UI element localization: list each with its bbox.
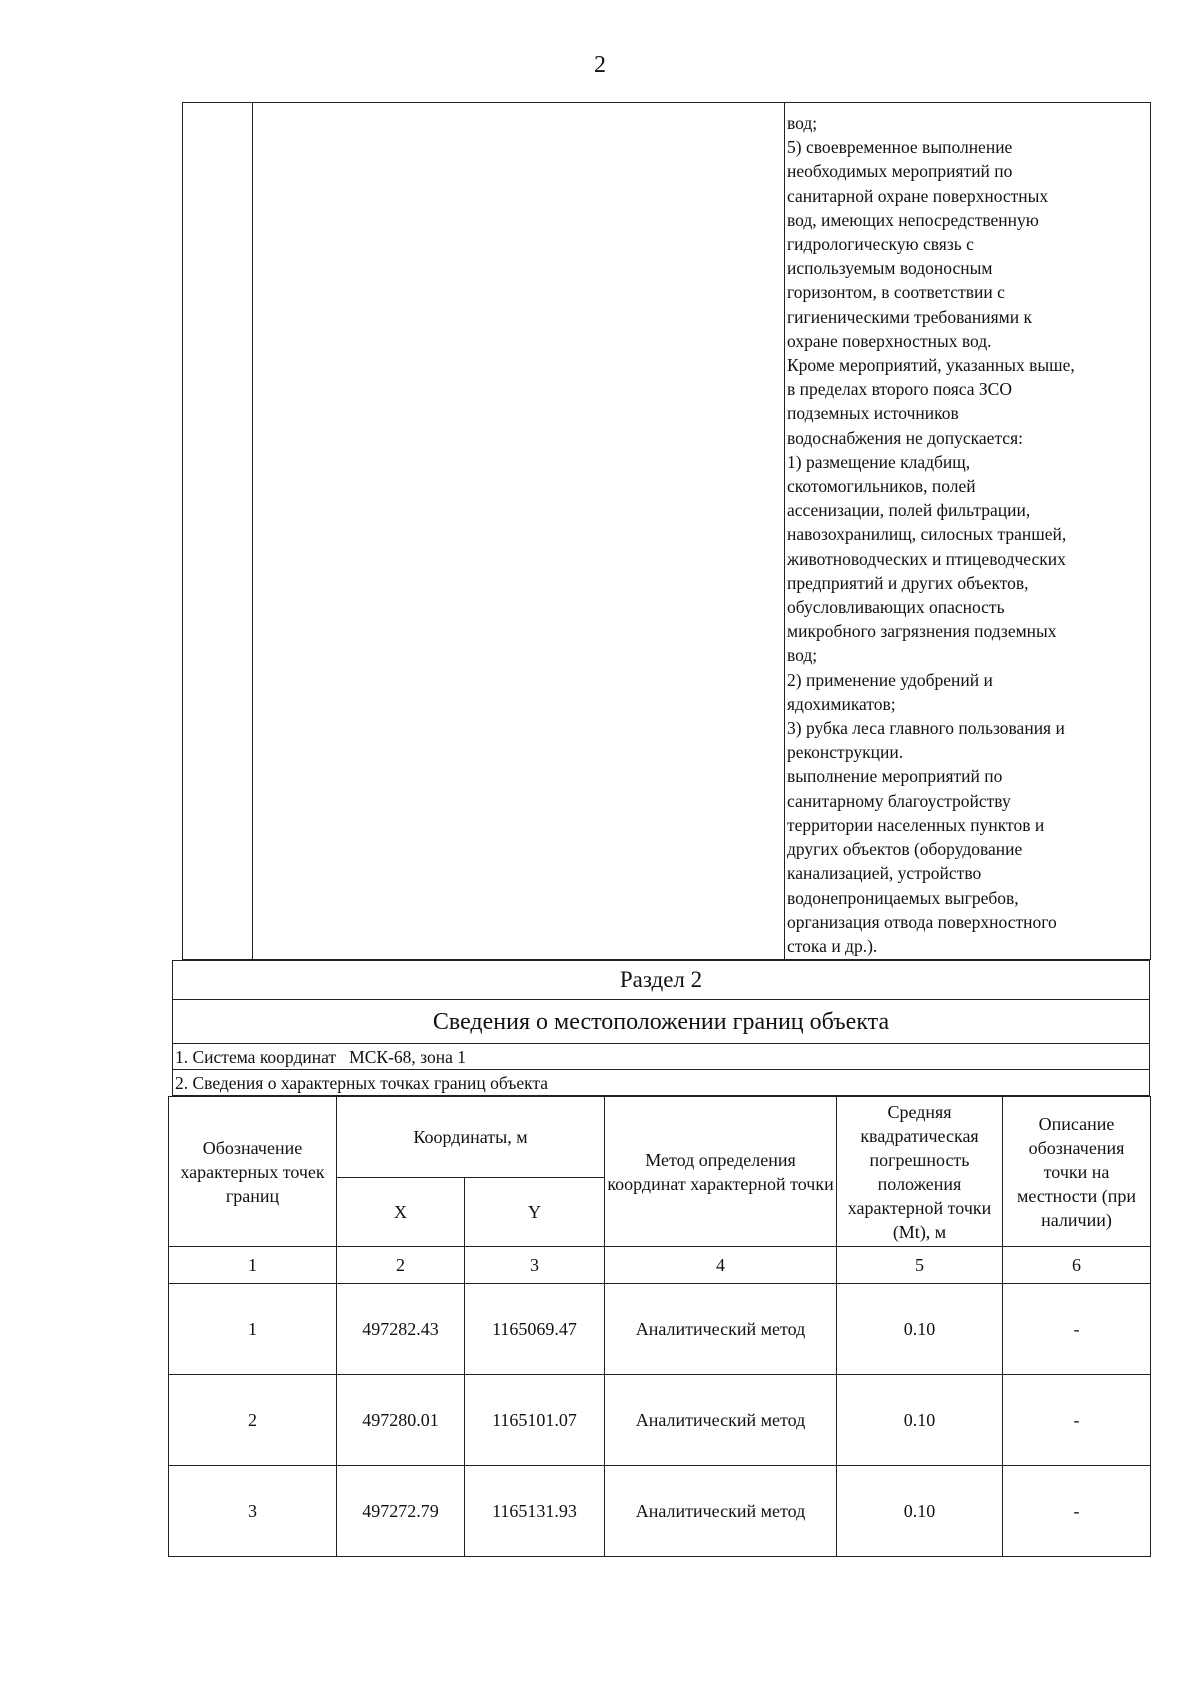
cell-method: Аналитический метод (605, 1466, 837, 1557)
header-y: Y (465, 1178, 605, 1247)
text-line: 5) своевременное выполнение (787, 137, 1013, 158)
cell-error: 0.10 (837, 1284, 1003, 1375)
header-method: Метод определения координат характерной точки (605, 1097, 837, 1247)
header-designation: Обозначение характерных точек границ (169, 1097, 337, 1247)
column-number: 1 (169, 1247, 337, 1284)
continuation-table (182, 102, 1151, 960)
text-line: 3) рубка леса главного пользования и (787, 718, 1065, 739)
text-line: реконструкции. (787, 742, 904, 763)
table-row (169, 1466, 1151, 1557)
text-line: других объектов (оборудование (787, 839, 1023, 860)
text-line: 1) размещение кладбищ, (787, 451, 971, 472)
header-coordinates: Координаты, м (337, 1097, 605, 1178)
points-label: 2. Сведения о характерных точках границ объекта (172, 1070, 1150, 1096)
text-line: стока и др.). (787, 935, 878, 956)
cell-point: 1 (169, 1284, 337, 1375)
text-line: выполнение мероприятий по (787, 766, 1003, 787)
text-line: организация отвода поверхностного (787, 911, 1057, 932)
continuation-cell-1 (183, 103, 253, 960)
text-line: горизонтом, в соответствии с (787, 282, 1005, 303)
cell-error: 0.10 (837, 1466, 1003, 1557)
text-line: санитарной охране поверхностных (787, 185, 1049, 206)
text-line: вод, имеющих непосредственную (787, 209, 1039, 230)
column-numbers-row (169, 1247, 1151, 1284)
text-line: гидрологическую связь с (787, 234, 974, 255)
text-line: необходимых мероприятий по (787, 161, 1013, 182)
cell-x: 497272.79 (337, 1466, 465, 1557)
header-error: Средняя квадратическая погрешность положения характерной точки (Mt), м (837, 1097, 1003, 1247)
table-body (169, 1284, 1151, 1557)
text-line: микробного загрязнения подземных (787, 621, 1057, 642)
coord-system-value: МСК-68, зона 1 (349, 1047, 466, 1067)
text-line: животноводческих и птицеводческих (787, 548, 1066, 569)
column-number: 5 (837, 1247, 1003, 1284)
text-line: вод; (787, 113, 818, 133)
text-line: в пределах второго пояса ЗСО (787, 379, 1012, 400)
text-line: канализацией, устройство (787, 863, 982, 884)
text-line: вод; (787, 645, 818, 666)
restrictions-text (785, 103, 1150, 958)
cell-description: - (1003, 1466, 1151, 1557)
page-number: 2 (594, 52, 606, 78)
text-line: гигиеническими требованиями к (787, 306, 1032, 327)
text-line: 2) применение удобрений и (787, 669, 993, 690)
cell-y: 1165069.47 (465, 1284, 605, 1375)
column-number: 6 (1003, 1247, 1151, 1284)
cell-method: Аналитический метод (605, 1375, 837, 1466)
text-line: ядохимикатов; (787, 693, 896, 714)
text-line: Кроме мероприятий, указанных выше, (787, 355, 1075, 376)
column-number: 3 (465, 1247, 605, 1284)
cell-description: - (1003, 1375, 1151, 1466)
boundary-points-table (168, 1096, 1151, 1557)
cell-description: - (1003, 1284, 1151, 1375)
text-line: территории населенных пунктов и (787, 814, 1045, 835)
text-line: скотомогильников, полей (787, 476, 976, 497)
continuation-cell-2 (253, 103, 785, 960)
cell-y: 1165101.07 (465, 1375, 605, 1466)
table-row (169, 1284, 1151, 1375)
text-line: подземных источников (787, 403, 959, 424)
cell-y: 1165131.93 (465, 1466, 605, 1557)
cell-error: 0.10 (837, 1375, 1003, 1466)
text-line: водоснабжения не допускается: (787, 427, 1023, 448)
cell-method: Аналитический метод (605, 1284, 837, 1375)
coord-system-line (172, 1044, 1150, 1070)
text-line: охране поверхностных вод. (787, 330, 992, 351)
text-line: водонепроницаемых выгребов, (787, 887, 1019, 908)
column-number: 2 (337, 1247, 465, 1284)
coord-system-label: 1. Система координат (175, 1047, 337, 1067)
header-description: Описание обозначения точки на местности (при наличии) (1003, 1097, 1151, 1247)
continuation-cell-3 (785, 103, 1151, 960)
section-subtitle: Сведения о местоположении границ объекта (172, 1000, 1150, 1044)
header-x: X (337, 1178, 465, 1247)
section-title: Раздел 2 (172, 960, 1150, 1000)
table-row (169, 1375, 1151, 1466)
cell-x: 497282.43 (337, 1284, 465, 1375)
text-line: предприятий и других объектов, (787, 572, 1029, 593)
cell-point: 3 (169, 1466, 337, 1557)
text-line: ассенизации, полей фильтрации, (787, 500, 1031, 521)
cell-x: 497280.01 (337, 1375, 465, 1466)
text-line: используемым водоносным (787, 258, 993, 279)
text-line: санитарному благоустройству (787, 790, 1011, 811)
text-line: обусловливающих опасность (787, 597, 1005, 618)
cell-point: 2 (169, 1375, 337, 1466)
column-number: 4 (605, 1247, 837, 1284)
text-line: навозохранилищ, силосных траншей, (787, 524, 1067, 545)
